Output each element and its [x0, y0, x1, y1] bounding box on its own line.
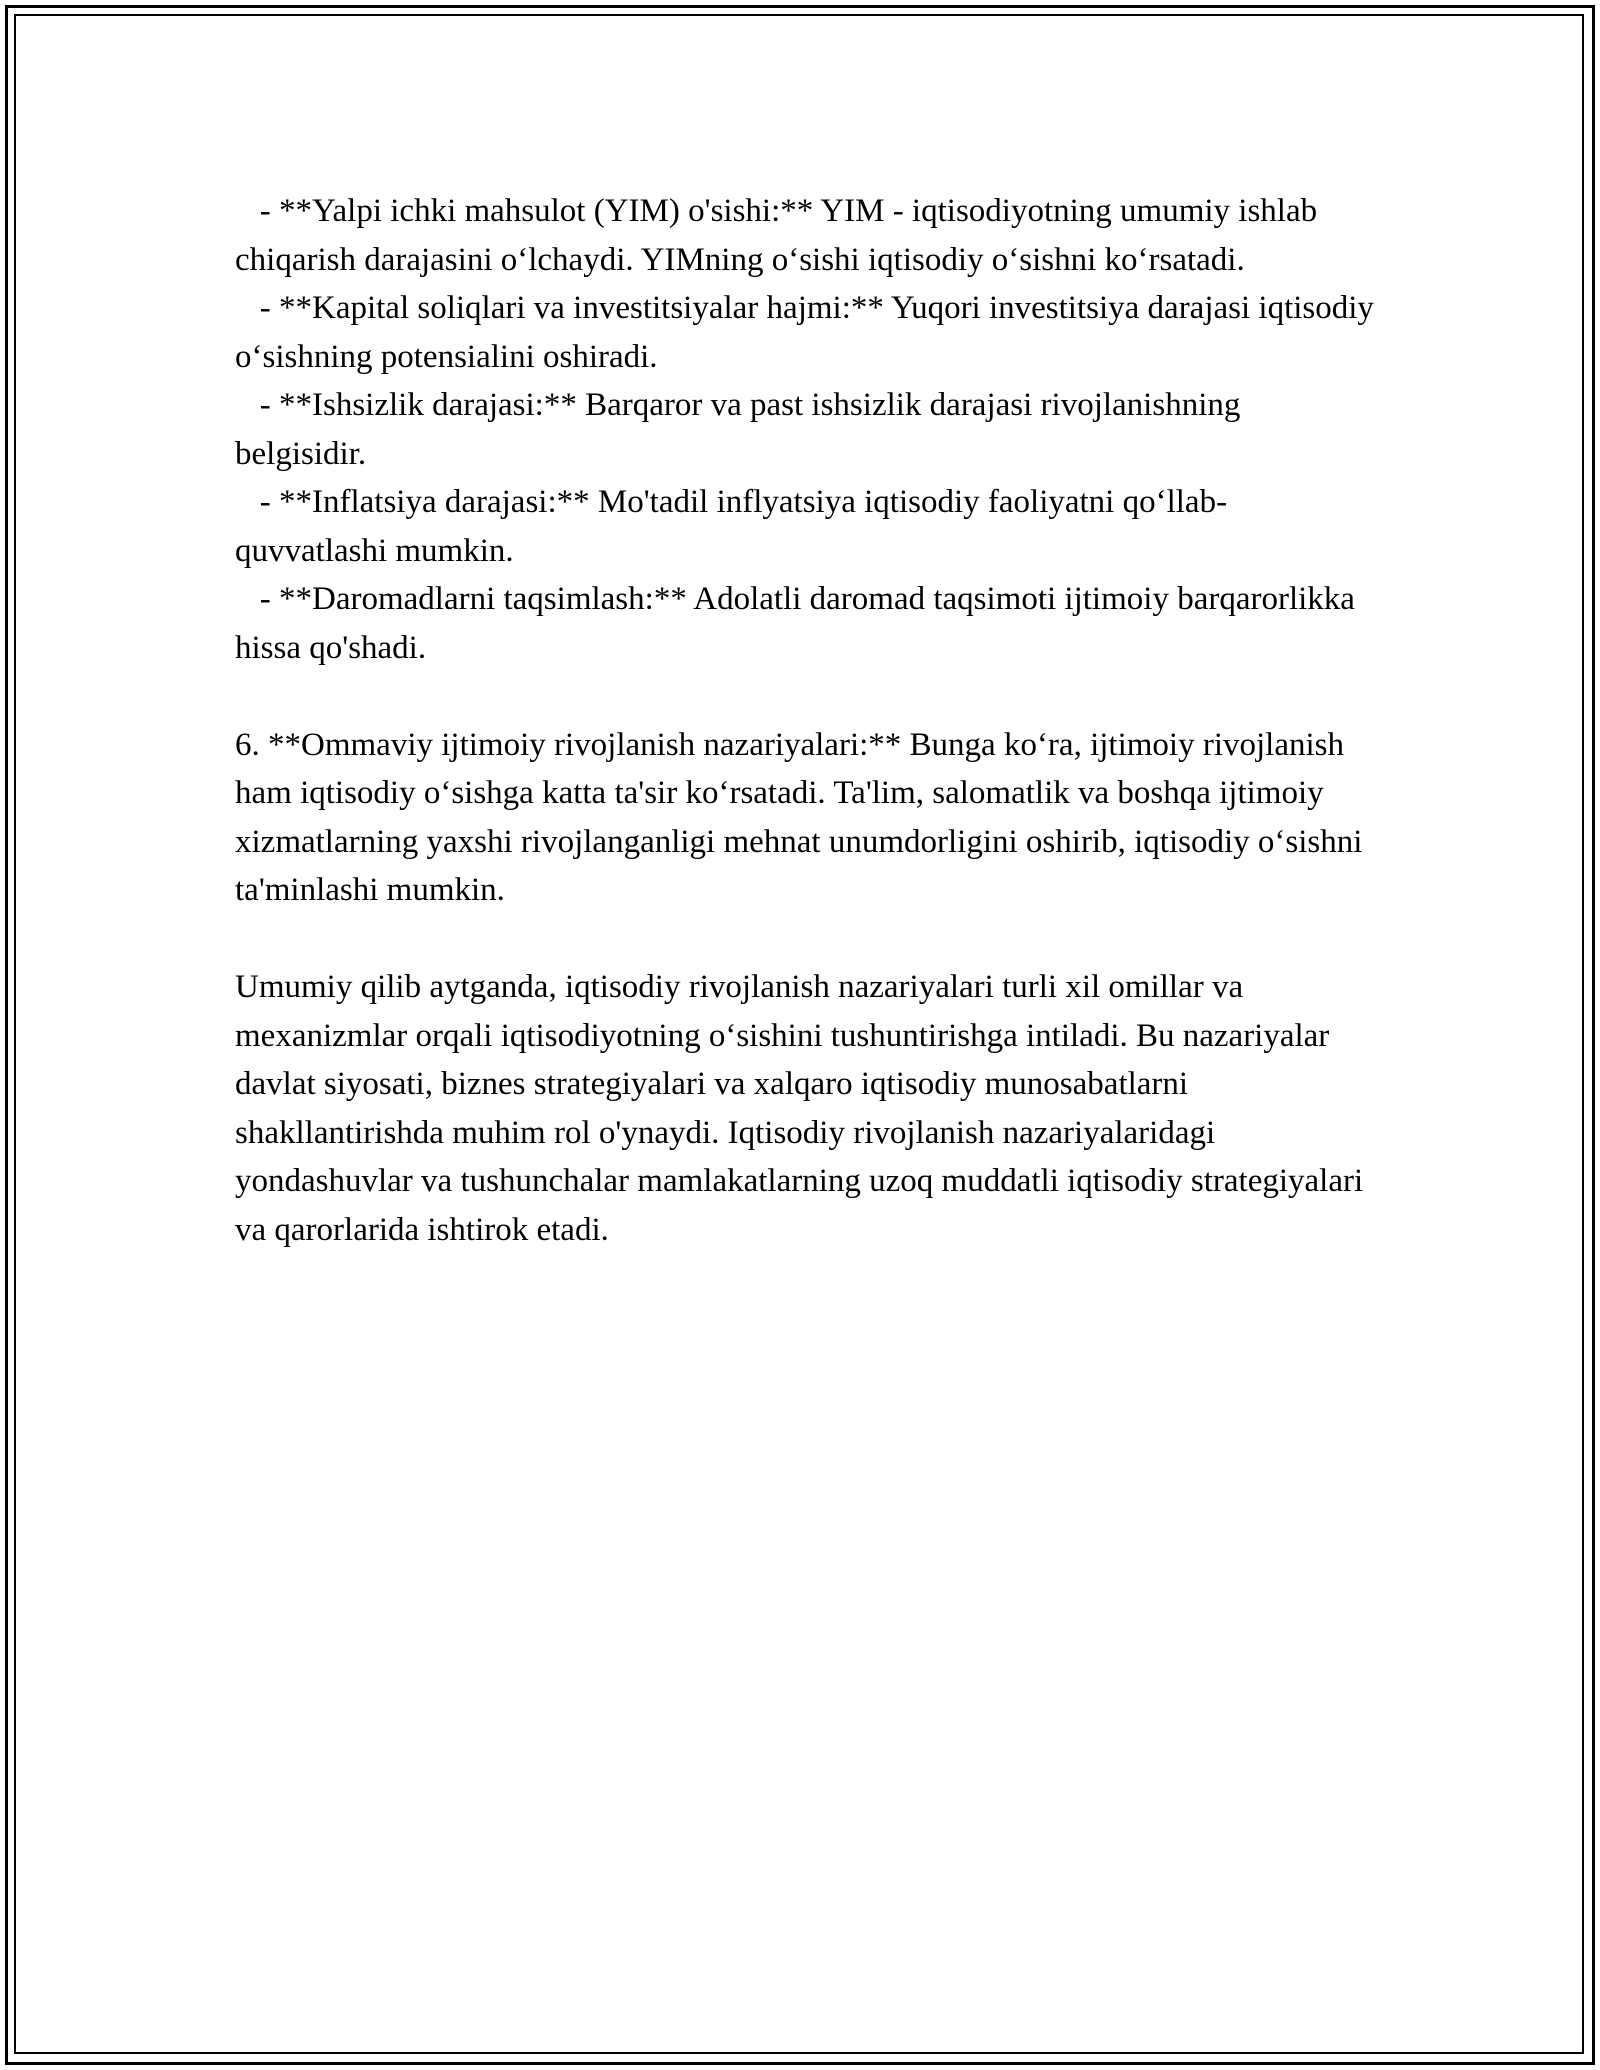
conclusion-paragraph: Umumiy qilib aytganda, iqtisodiy rivojlanish nazariyalari turli xil omillar va mexanizmlar orqali iqtisodiyotning o‘sishini tushuntirishga intiladi. Bu nazariyalar davlat siyosati, biznes strategiyalari va xalqaro iqtisodiy munosabatlarni shakllantirishda muhim rol o'ynaydi. Iqtisodiy rivojlanish nazariyalaridagi yondashuvlar va tushunchalar mamlakatlarning uzoq muddatli iqtisodiy strategiyalari va qarorlarida ishtirok etadi. — [235, 969, 1372, 1248]
bullet-gdp-growth: - **Yalpi ichki mahsulot (YIM) o'sishi:** YIM - iqtisodiyotning umumiy ishlab chiqarish darajasini o‘lchaydi. YIMning o‘sishi iqtisodiy o‘sishni ko‘rsatadi. — [235, 193, 1326, 278]
section-6-paragraph: 6. **Ommaviy ijtimoiy rivojlanish nazariyalari:** Bunga ko‘ra, ijtimoiy rivojlanish ham iqtisodiy o‘sishga katta ta'sir ko‘rsatadi. Ta'lim, salomatlik va boshqa ijtimoiy xizmatlarning yaxshi rivojlanganligi mehnat unumdorligini oshirib, iqtisodiy o‘sishni ta'minlashi mumkin. — [235, 726, 1371, 908]
bullet-inflation: - **Inflatsiya darajasi:** Mo'tadil inflyatsiya iqtisodiy faoliyatni qo‘llab-quvvatlashi mumkin. — [235, 484, 1228, 569]
paragraph-spacer — [235, 915, 1375, 964]
bullet-capital-investment: - **Kapital soliqlari va investitsiyalar hajmi:** Yuqori investitsiya darajasi iqtisodiy o‘sishning potensialini oshiradi. — [235, 290, 1383, 375]
indicator-bullet-list — [235, 187, 1383, 672]
bullet-unemployment: - **Ishsizlik darajasi:** Barqaror va past ishsizlik darajasi rivojlanishning belgisidir. — [235, 387, 1249, 472]
bullet-income-distribution: - **Daromadlarni taqsimlash:** Adolatli daromad taqsimoti ijtimoiy barqarorlikka hissa qo'shadi. — [235, 581, 1364, 666]
document-body — [235, 187, 1383, 1254]
paragraph-spacer — [235, 672, 1375, 721]
